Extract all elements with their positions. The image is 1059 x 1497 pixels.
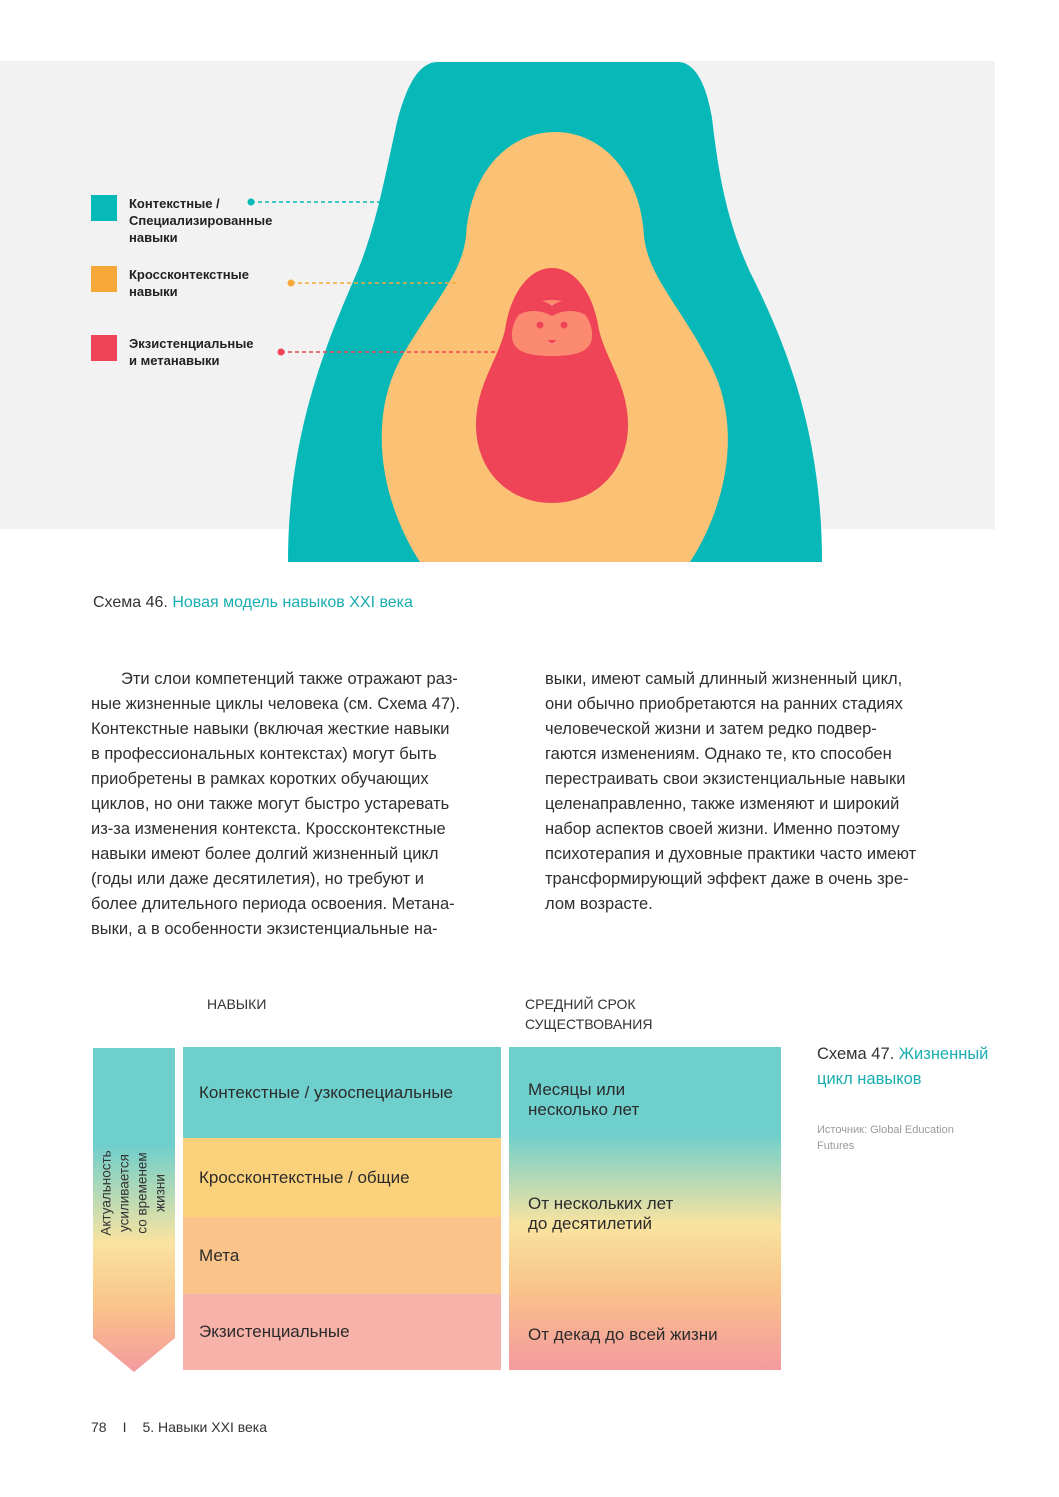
- footer-separator: I: [122, 1419, 127, 1435]
- figure-47-source: Источник: Global Education Futures: [817, 1124, 954, 1152]
- lifespan-years: От нескольких лет до десятилетий: [528, 1194, 674, 1233]
- leader-dot-existential: [278, 349, 285, 356]
- body-text-column-1: Эти слои компетенций также отражают раз- ные жизненные циклы человека (см. Схема 47). Контекстные навыки (включая жесткие навыки в профессиональных контекстах) могут быть приобретены в рамках коротких обучающих циклов, но они также могут быстро устаревать из-за изменения контекста. Кроссконтекстные навыки имеют более долгий жизненный цикл (годы или даже десятилетия), но требуют и более длительного периода освоения. Метана- выки, а в особенности экзистенциальные на-: [91, 670, 461, 938]
- figure-46-caption-title: Новая модель навыков XXI века: [172, 594, 413, 611]
- relevance-arrow-label: Актуальность усиливается со временем жизни: [99, 1150, 169, 1236]
- figure-47-caption-prefix: Схема 47.: [817, 1045, 895, 1063]
- skill-contextual: Контекстные / узкоспециальные: [183, 1047, 501, 1138]
- skill-existential: Экзистенциальные: [183, 1294, 501, 1370]
- skill-meta: Мета: [183, 1217, 501, 1294]
- page-number: 78: [91, 1419, 107, 1435]
- body-text-column-2: выки, имеют самый длинный жизненный цикл, они обычно приобретаются на ранних стадиях человеческой жизни и затем редко подвер- гаются изменениям. Однако те, кто способен перестраивать свои экзистенциальные навыки целенаправленно, также изменяют и широкий набор аспектов своей жизни. Именно поэтому психотерапия и духовные практики часто имеют трансформирующий эффект даже в очень зре- лом возрасте.: [545, 670, 917, 913]
- leader-dot-crosscontextual: [288, 280, 295, 287]
- lifespan-months: Месяцы или несколько лет: [528, 1080, 640, 1119]
- page-footer: [91, 1419, 267, 1435]
- legend-label-crosscontextual: Кроссконтекстные навыки: [129, 267, 249, 299]
- doll-eye-left: [537, 322, 544, 329]
- figure-46-caption: [93, 594, 413, 612]
- legend-item-contextual: [91, 195, 272, 246]
- skills-stack: [183, 1047, 501, 1370]
- legend-item-crosscontextual: [91, 266, 249, 300]
- figure-47-header-lifespan: СРЕДНИЙ СРОК СУЩЕСТВОВАНИЯ: [525, 996, 653, 1032]
- legend-item-existential: [91, 335, 254, 369]
- section-title: 5. Навыки XXI века: [142, 1419, 268, 1435]
- figure-47-caption-title: Жизненный цикл навыков: [817, 1045, 989, 1088]
- legend-swatch-contextual: [91, 195, 117, 221]
- figure-47-header-skills: НАВЫКИ: [207, 996, 267, 1012]
- lifespan-lifetime: От декад до всей жизни: [528, 1325, 718, 1344]
- legend-swatch-existential: [91, 335, 117, 361]
- legend-label-contextual: Контекстные / Специализированные навыки: [129, 196, 273, 245]
- figure-47-caption: [817, 1042, 1027, 1092]
- skill-crosscontextual: Кроссконтекстные / общие: [183, 1138, 501, 1217]
- figure-46-caption-prefix: Схема 46.: [93, 594, 168, 611]
- legend-swatch-crosscontextual: [91, 266, 117, 292]
- doll-eye-right: [561, 322, 568, 329]
- lifespan-column: [509, 1047, 781, 1370]
- legend-label-existential: Экзистенциальные и метанавыки: [129, 336, 254, 368]
